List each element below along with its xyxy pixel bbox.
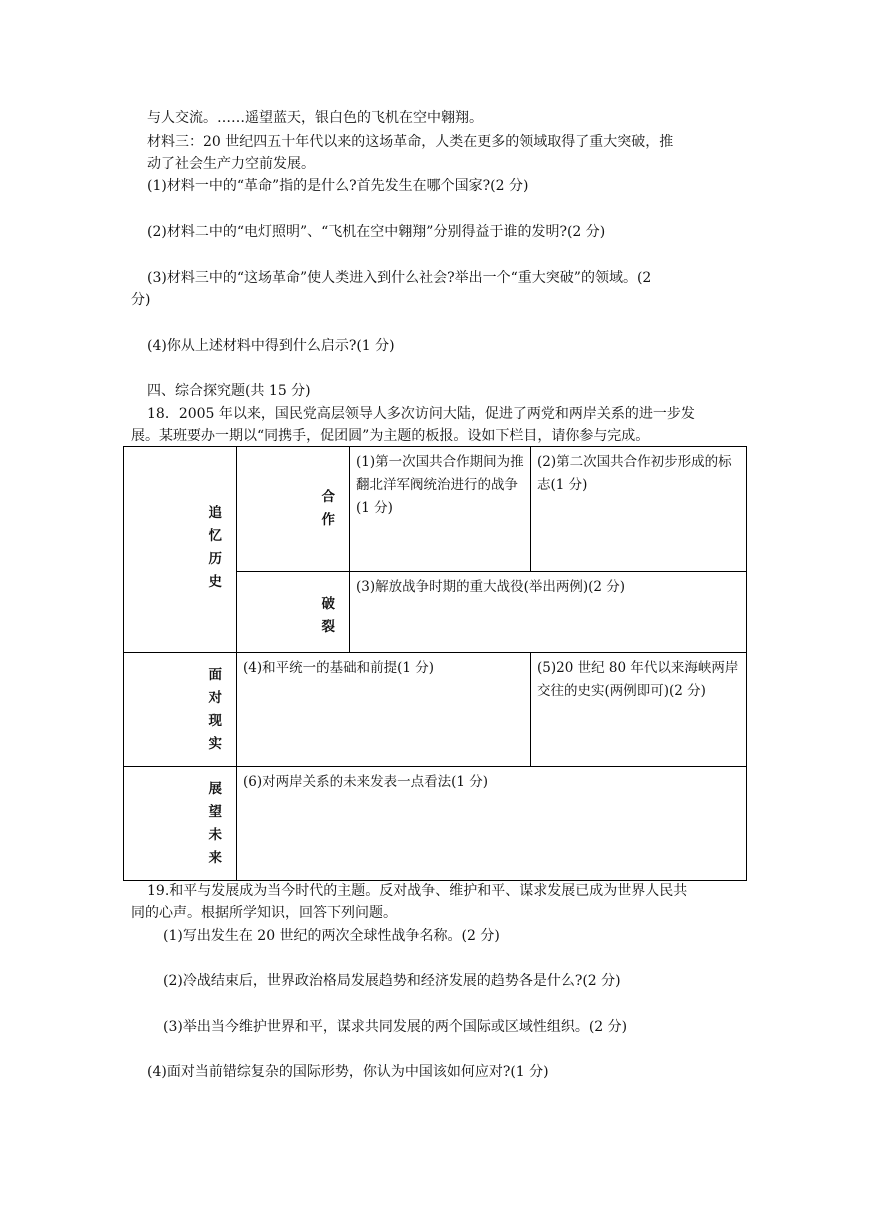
question-5-text: (5)20 世纪 80 年代以来海峡两岸交往的史实(两例即可)(2 分)	[537, 660, 739, 699]
header-char: 实	[208, 735, 222, 752]
answer-cell-q3[interactable]	[350, 572, 747, 653]
question-19-3: (3)举出当今维护世界和平，谋求共同发展的两个国际或区域性组织。(2 分)	[163, 1019, 628, 1035]
header-char: 忆	[208, 528, 222, 544]
header-char: 历	[208, 551, 222, 567]
header-char: 对	[208, 689, 222, 706]
question-6-text: (6)对两岸关系的未来发表一点看法(1 分)	[243, 774, 489, 790]
question-19-line1: 19.和平与发展成为当今时代的主题。反对战争、维护和平、谋求发展已成为世界人民共	[147, 883, 688, 899]
question-17-2: (2)材料二中的“电灯照明”、“飞机在空中翱翔”分别得益于谁的发明?(2 分)	[147, 224, 606, 240]
question-2-text: (2)第二次国共合作初步形成的标志(1 分)	[537, 454, 732, 493]
question-19-4: (4)面对当前错综复杂的国际形势，你认为中国该如何应对?(1 分)	[147, 1064, 549, 1080]
question-1-text: (1)第一次国共合作期间为推翻北洋军阀统治进行的战争(1 分)	[356, 454, 524, 516]
question-19-line2: 同的心声。根据所学知识，回答下列问题。	[131, 905, 397, 921]
header-char: 作	[321, 512, 335, 528]
face-reality-header	[124, 653, 237, 767]
header-char: 来	[208, 849, 222, 866]
header-char: 裂	[321, 619, 335, 635]
question-18-line2: 展。某班要办一期以“同携手，促团圆”为主题的板报。设如下栏目，请你参与完成。	[131, 428, 650, 444]
cooperation-header	[237, 447, 350, 572]
answer-cell-q2[interactable]	[531, 447, 747, 572]
header-char: 史	[208, 574, 222, 590]
header-char: 追	[208, 505, 222, 521]
header-char: 未	[208, 826, 222, 843]
question-4-text: (4)和平统一的基础和前提(1 分)	[243, 660, 435, 676]
header-char: 面	[208, 666, 222, 683]
material-text-line: 与人交流。……遥望蓝天，银白色的飞机在空中翱翔。	[147, 110, 483, 126]
question-17-4: (4)你从上述材料中得到什么启示?(1 分)	[147, 338, 395, 354]
recall-history-header	[124, 447, 237, 653]
header-char: 展	[208, 780, 222, 797]
question-19-1: (1)写出发生在 20 世纪的两次全球性战争名称。(2 分)	[163, 928, 500, 944]
question-19-2: (2)冷战结束后，世界政治格局发展趋势和经济发展的趋势各是什么?(2 分)	[163, 973, 621, 989]
header-char: 合	[321, 489, 335, 505]
answer-cell-q4[interactable]	[237, 653, 531, 767]
header-char: 现	[208, 712, 222, 729]
answer-cell-q1[interactable]	[350, 447, 531, 572]
question-18-line1: 18．2005 年以来，国民党高层领导人多次访问大陆，促进了两党和两岸关系的进一步发	[147, 406, 695, 422]
question-17-1: (1)材料一中的“革命”指的是什么?首先发生在哪个国家?(2 分)	[147, 178, 529, 194]
question-17-3-cont: 分)	[131, 292, 151, 308]
material-three-line2: 动了社会生产力空前发展。	[147, 156, 315, 172]
answer-cell-q5[interactable]	[531, 653, 747, 767]
question-3-text: (3)解放战争时期的重大战役(举出两例)(2 分)	[356, 579, 626, 595]
rupture-header	[237, 572, 350, 653]
look-future-header	[124, 767, 237, 881]
header-char: 破	[321, 596, 335, 612]
header-char: 望	[208, 803, 222, 820]
material-three-line1: 材料三：20 世纪四五十年代以来的这场革命，人类在更多的领域取得了重大突破，推	[147, 134, 674, 150]
section-heading: 四、综合探究题(共 15 分)	[147, 383, 311, 399]
question-17-3: (3)材料三中的“这场革命”使人类进入到什么社会?举出一个“重大突破”的领域。(2	[147, 270, 652, 286]
board-table	[123, 446, 747, 881]
answer-cell-q6[interactable]	[237, 767, 747, 881]
